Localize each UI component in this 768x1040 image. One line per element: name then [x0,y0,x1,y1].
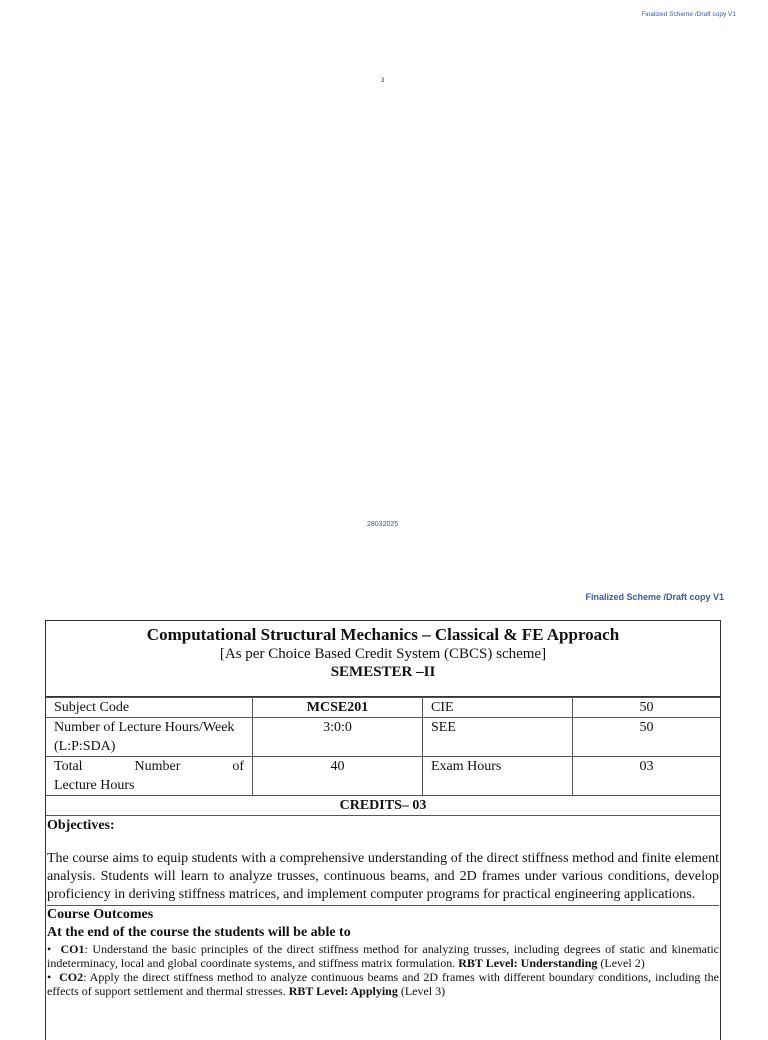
objectives-text: The course aims to equip students with a comprehensive understanding of the direct stiffness method and finite element analysis. Students will learn to analyze trusses, continuous beams, and 2D frames under various conditions, develop proficiency in deriving stiffness matrices, and implement computer programs for practical engineering applications. [47,850,719,906]
course-outcomes-heading: Course Outcomes [47,907,154,922]
cie-value: 50 [573,698,721,718]
date-code: 28032025 [367,521,399,528]
objectives-heading: Objectives: [47,818,115,833]
top-draft-note: Finalized Scheme /Draft copy V1 [641,11,736,18]
syllabus-frame [45,620,721,1040]
course-title: Computational Structural Mechanics – Classical & FE Approach [146,625,620,644]
list-item: • CO2: Apply the direct stiffness method to analyze continuous beams and 2D frames with different boundary conditions, including the effects of support settlement and thermal stresses. RBT Level: Applying (Level 3) [47,970,720,998]
co1-rbt: RBT Level: Understanding [458,956,598,970]
lecture-hours-value: 3:0:0 [253,718,423,757]
second-draft-note: Finalized Scheme /Draft copy V1 [585,592,724,602]
total-hours-label-line1: Total Number of [54,759,244,774]
objectives-section [46,816,720,998]
page-number: 3 [381,78,385,84]
co1-level: (Level 2) [597,956,645,970]
total-hours-label-line2: Lecture Hours [54,778,135,793]
total-hours-label [46,757,253,796]
co2-level: (Level 3) [397,984,446,998]
scheme-line: [As per Choice Based Credit System (CBCS) scheme] [219,646,547,662]
semester-line: SEMESTER –II [330,664,436,680]
title-block [46,621,720,697]
exam-hours-value: 03 [573,757,721,796]
see-value: 50 [573,718,721,757]
co1-code: CO1 [60,942,85,956]
exam-hours-label: Exam Hours [423,757,573,796]
table-row [46,718,720,757]
table-row [46,757,720,796]
co2-rbt: RBT Level: Applying [288,984,398,998]
subject-code-label: Subject Code [46,698,253,718]
subject-info-table [46,697,720,796]
co1-text: : Understand the basic principles of the direct stiffness method for analyzing trusses, including degrees of static and kinematic indeterminacy, local and global coordinate systems, and stiffness matrix formulation. [47,942,719,970]
credits-line: CREDITS– 03 [46,796,720,816]
table-row [46,698,720,718]
cie-label: CIE [423,698,573,718]
course-outcomes-subheading: At the end of the course the students will be able to [47,925,351,940]
co2-text: : Apply the direct stiffness method to analyze continuous beams and 2D frames with different boundary conditions, including the effects of support settlement and thermal stresses. [47,970,720,998]
subject-code-value: MCSE201 [253,698,423,718]
list-item: • CO1: Understand the basic principles of the direct stiffness method for analyzing trusses, including degrees of static and kinematic indeterminacy, local and global coordinate systems, and stiffness matrix formulation. RBT Level: Understanding (Level 2) [47,942,719,970]
total-hours-value: 40 [253,757,423,796]
see-label: SEE [423,718,573,757]
lecture-hours-label: Number of Lecture Hours/Week (L:P:SDA) [46,718,253,757]
co2-code: CO2 [59,970,84,984]
